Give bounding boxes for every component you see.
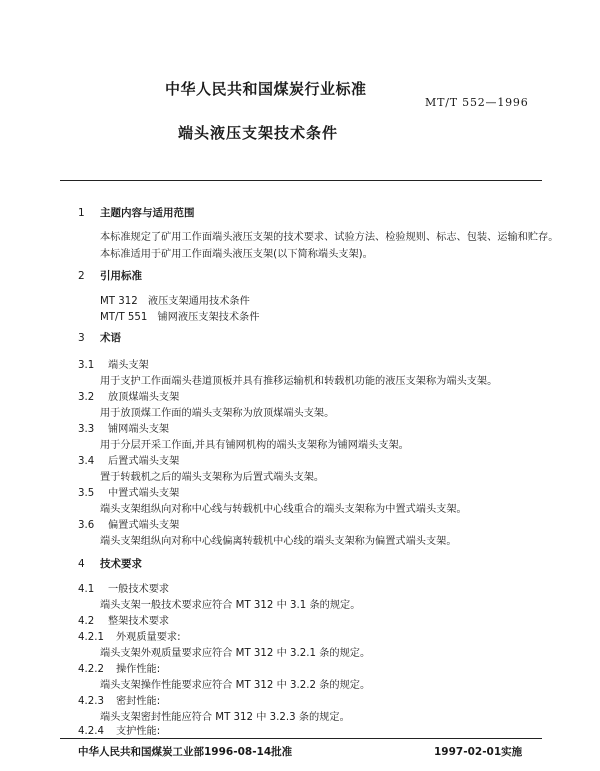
subsection-number: 4.2.4 bbox=[78, 726, 104, 737]
term: 放顶煤端头支架 bbox=[108, 392, 180, 403]
definition: 用于支护工作面端头巷道顶板并具有推移运输机和转载机功能的液压支架称为端头支架。 bbox=[100, 376, 498, 387]
section-number: 4 bbox=[78, 558, 85, 570]
term: 中置式端头支架 bbox=[108, 488, 180, 499]
section-title: 术语 bbox=[100, 332, 121, 344]
subsection-heading bbox=[78, 612, 169, 627]
paragraph: 本标准规定了矿用工作面端头液压支架的技术要求、试验方法、检验规则、标志、包装、运输和贮存。 bbox=[100, 232, 559, 243]
subsection-number: 3.1 bbox=[78, 360, 95, 371]
term: 端头支架 bbox=[108, 360, 149, 371]
term: 操作性能: bbox=[116, 664, 161, 675]
subsection-heading bbox=[78, 722, 160, 737]
subsection-heading bbox=[78, 452, 179, 467]
section-heading bbox=[78, 268, 142, 283]
standard-category: 中华人民共和国煤炭行业标准 bbox=[165, 80, 367, 98]
definition: 端头支架组纵向对称中心线与转载机中心线重合的端头支架称为中置式端头支架。 bbox=[100, 504, 467, 515]
section-heading bbox=[78, 330, 121, 345]
subsection-number: 3.3 bbox=[78, 424, 95, 435]
section-number: 2 bbox=[78, 270, 85, 282]
implementation-date: 1997-02-01实施 bbox=[434, 746, 523, 758]
definition: 端头支架一般技术要求应符合 MT 312 中 3.1 条的规定。 bbox=[100, 600, 361, 611]
subsection-number: 4.2.1 bbox=[78, 632, 104, 643]
subsection-heading bbox=[78, 356, 149, 371]
subsection-number: 3.4 bbox=[78, 456, 95, 467]
subsection-number: 3.5 bbox=[78, 488, 95, 499]
term: 偏置式端头支架 bbox=[108, 520, 180, 531]
term: 后置式端头支架 bbox=[108, 456, 180, 467]
section-title: 引用标准 bbox=[100, 270, 142, 282]
subsection-heading bbox=[78, 628, 181, 643]
approval-line: 中华人民共和国煤炭工业部1996-08-14批准 bbox=[78, 746, 293, 758]
term: 一般技术要求 bbox=[108, 584, 170, 595]
term: 密封性能: bbox=[116, 696, 161, 707]
term: 外观质量要求: bbox=[116, 632, 181, 643]
section-title: 主题内容与适用范围 bbox=[100, 207, 195, 219]
term: 支护性能: bbox=[116, 726, 161, 737]
reference-item: MT 312 液压支架通用技术条件 bbox=[100, 296, 250, 307]
section-title: 技术要求 bbox=[100, 558, 142, 570]
term: 整架技术要求 bbox=[108, 616, 170, 627]
section-number: 3 bbox=[78, 332, 85, 344]
header-rule bbox=[60, 180, 542, 181]
subsection-heading bbox=[78, 580, 169, 595]
definition: 用于分层开采工作面,并具有铺网机构的端头支架称为铺网端头支架。 bbox=[100, 440, 409, 451]
subsection-number: 4.1 bbox=[78, 584, 95, 595]
subsection-number: 4.2.2 bbox=[78, 664, 104, 675]
definition: 端头支架外观质量要求应符合 MT 312 中 3.2.1 条的规定。 bbox=[100, 648, 371, 659]
definition: 用于放顶煤工作面的端头支架称为放顶煤端头支架。 bbox=[100, 408, 335, 419]
definition: 端头支架密封性能应符合 MT 312 中 3.2.3 条的规定。 bbox=[100, 712, 350, 723]
subsection-heading bbox=[78, 420, 169, 435]
reference-item: MT/T 551 铺网液压支架技术条件 bbox=[100, 312, 260, 323]
section-heading bbox=[78, 556, 142, 571]
subsection-number: 3.6 bbox=[78, 520, 95, 531]
subsection-heading bbox=[78, 484, 179, 499]
definition: 端头支架组纵向对称中心线偏离转载机中心线的端头支架称为偏置式端头支架。 bbox=[100, 536, 457, 547]
subsection-heading bbox=[78, 692, 160, 707]
definition: 置于转载机之后的端头支架称为后置式端头支架。 bbox=[100, 472, 325, 483]
subsection-number: 3.2 bbox=[78, 392, 95, 403]
subsection-number: 4.2.3 bbox=[78, 696, 104, 707]
subsection-heading bbox=[78, 516, 179, 531]
paragraph: 本标准适用于矿用工作面端头液压支架(以下简称端头支架)。 bbox=[100, 249, 373, 260]
section-number: 1 bbox=[78, 207, 85, 219]
footer-rule bbox=[60, 738, 542, 739]
document-title: 端头液压支架技术条件 bbox=[178, 124, 339, 142]
subsection-heading bbox=[78, 660, 160, 675]
term: 铺网端头支架 bbox=[108, 424, 170, 435]
subsection-heading bbox=[78, 388, 179, 403]
standard-code: MT/T 552—1996 bbox=[425, 96, 529, 109]
definition: 端头支架操作性能要求应符合 MT 312 中 3.2.2 条的规定。 bbox=[100, 680, 371, 691]
subsection-number: 4.2 bbox=[78, 616, 95, 627]
section-heading bbox=[78, 205, 195, 220]
